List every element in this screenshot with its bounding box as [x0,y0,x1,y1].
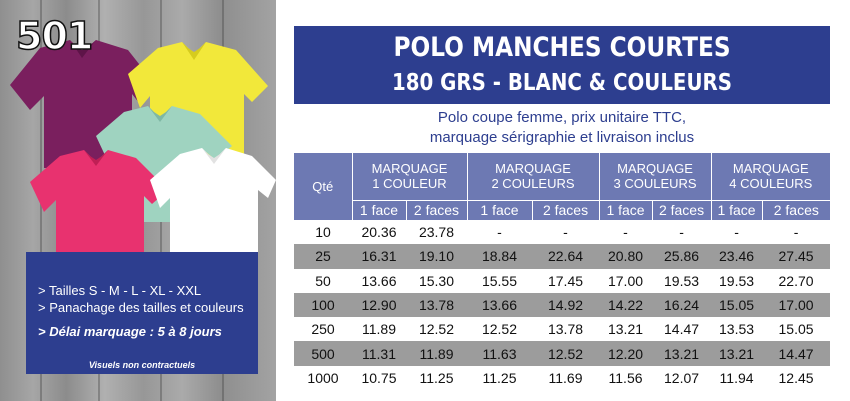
feature-mix: > Panachage des tailles et couleurs [38,300,244,315]
feature-sizes: > Tailles S - M - L - XL - XXL [38,283,202,298]
table-row [294,269,830,293]
price-cell: 11.63 [467,341,532,365]
price-cell: 17.45 [547,272,584,289]
price-cell: 27.45 [762,244,830,268]
price-cell: 17.00 [762,293,830,317]
sub-header: 1 face [467,200,532,220]
qty-cell: 50 [315,272,331,289]
price-cell: 17.00 [607,272,644,289]
price-cell: - [497,224,502,241]
table-row [294,366,830,390]
delivery-delay: > Délai marquage : 5 à 8 jours [38,324,222,339]
table-row [294,341,830,365]
sub-header: 2 faces [762,200,830,220]
price-cell: 18.84 [467,244,532,268]
product-code: 501 [16,14,93,58]
group-header-3-colors: MARQUAGE 3 COULEURS [599,153,711,200]
sub-header: 2 faces [652,200,711,220]
price-cell: 22.64 [532,244,599,268]
table-row [294,220,830,244]
title-banner [294,26,830,104]
sub-header: 1 face [352,200,406,220]
price-cell: 19.10 [406,244,467,268]
price-cell: 23.78 [418,224,455,241]
price-cell: 12.07 [664,369,700,386]
group-header-4-colors: MARQUAGE 4 COULEURS [711,153,830,200]
price-cell: 11.31 [352,341,406,365]
price-cell: 12.20 [599,341,652,365]
qty-cell: 25 [294,244,352,268]
price-cell: 11.69 [548,369,583,386]
price-cell: 11.89 [362,321,396,338]
price-cell: 14.47 [664,321,700,338]
price-cell: 13.66 [467,293,532,317]
price-cell: 15.55 [481,272,518,289]
price-cell: 19.53 [664,272,700,289]
price-cell: - [734,224,739,241]
sub-header: 2 faces [406,200,467,220]
title-line-1: POLO MANCHES COURTES [393,32,731,63]
price-cell: 14.22 [599,293,652,317]
price-cell: 19.53 [719,272,755,289]
price-cell: 13.21 [652,341,711,365]
sub-header: 1 face [711,200,762,220]
price-cell: 13.66 [361,272,397,289]
disclaimer-note: Visuels non contractuels [88,360,196,370]
subtitle-line-1: Polo coupe femme, prix unitaire TTC, [437,109,687,126]
group-header-1-color: MARQUAGE 1 COULEUR [352,153,467,200]
price-cell: 14.92 [532,293,599,317]
title-line-2: 180 GRS - BLANC & COULEURS [391,70,732,96]
price-cell: 15.05 [778,321,814,338]
subtitle-line-2: marquage sérigraphie et livraison inclus [429,129,695,146]
price-cell: 13.78 [547,321,584,338]
price-cell: 13.78 [406,293,467,317]
qty-cell: 10 [315,224,331,241]
price-cell: - [623,224,628,241]
price-cell: 12.52 [481,321,518,338]
price-cell: 13.21 [711,341,762,365]
price-cell: 11.94 [719,369,754,386]
price-cell: 11.25 [482,369,517,386]
table-row [294,293,830,317]
group-header-2-colors: MARQUAGE 2 COULEURS [467,153,599,200]
info-box [26,252,258,374]
price-cell: 11.56 [608,369,643,386]
sub-header: 2 faces [532,200,599,220]
price-cell: - [563,224,568,241]
price-table-body [294,220,830,390]
qty-cell: 250 [311,321,335,338]
price-cell: 25.86 [652,244,711,268]
price-cell: 13.53 [719,321,755,338]
price-table [294,153,830,390]
price-cell: 11.89 [406,341,467,365]
price-cell: 20.36 [361,224,397,241]
price-cell: - [793,224,799,241]
price-cell: 16.31 [352,244,406,268]
qty-header: Qté [294,153,352,220]
price-cell: 14.47 [762,341,830,365]
price-cell: 12.52 [532,341,599,365]
price-cell: 15.30 [418,272,455,289]
qty-cell: 100 [294,293,352,317]
price-cell: 23.46 [711,244,762,268]
price-cell: 16.24 [652,293,711,317]
price-cell: 22.70 [778,272,814,289]
price-cell: 11.25 [419,369,454,386]
price-cell: 12.90 [352,293,406,317]
product-photo [0,0,276,401]
price-cell: 12.45 [778,369,814,386]
sub-header: 1 face [599,200,652,220]
price-cell: 12.52 [418,321,455,338]
qty-cell: 500 [294,341,352,365]
price-cell: 13.21 [607,321,644,338]
qty-cell: 1000 [307,369,339,386]
price-cell: - [679,224,684,241]
subtitle [294,108,830,148]
table-row [294,244,830,268]
price-cell: 10.75 [361,369,397,386]
table-row [294,317,830,341]
price-cell: 15.05 [711,293,762,317]
price-cell: 20.80 [599,244,652,268]
